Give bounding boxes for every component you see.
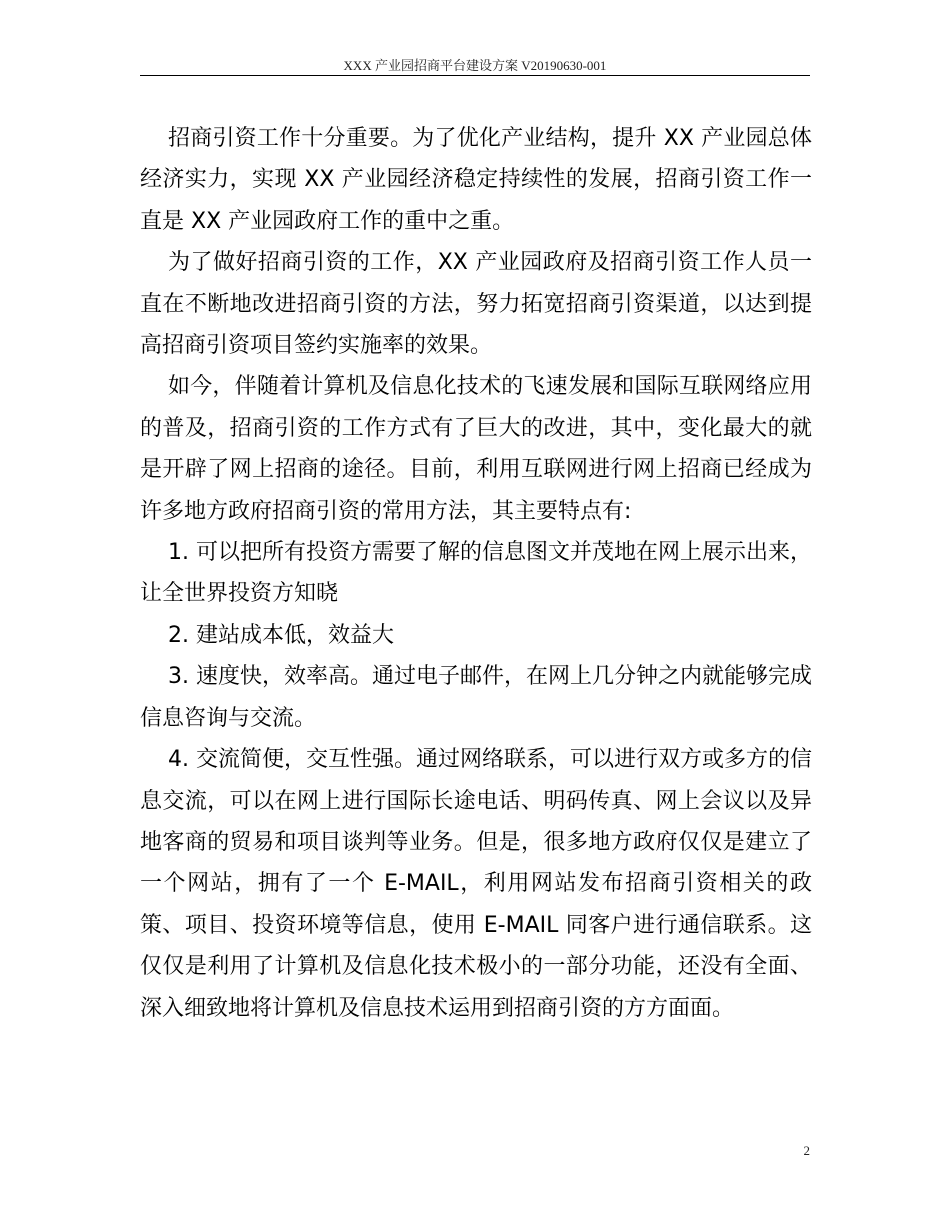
list-item-feature-3: 3. 速度快，效率高。通过电子邮件，在网上几分钟之内就能够完成信息咨询与交流。: [140, 664, 812, 731]
header-divider: [140, 75, 810, 76]
page-number: 2: [803, 1143, 810, 1158]
list-item-feature-1: 1. 可以把所有投资方需要了解的信息图文并茂地在网上展示出来，让全世界投资方知晓: [140, 540, 812, 607]
paragraph-online-investment: 如今，伴随着计算机及信息化技术的飞速发展和国际互联网络应用的普及，招商引资的工作方式有了巨大的改进，其中，变化最大的就是开辟了网上招商的途径。目前，利用互联网进行网上招商已经成为许多地方政府招商引资的常用方法，其主要特点有:: [140, 374, 812, 524]
paragraph-intro: 招商引资工作十分重要。为了优化产业结构，提升 XX 产业园总体经济实力，实现 XX 产业园经济稳定持续性的发展，招商引资工作一直是 XX 产业园政府工作的重中之重。: [140, 126, 812, 234]
body-text: [140, 118, 812, 1029]
list-item-feature-4: 4. 交流简便，交互性强。通过网络联系，可以进行双方或多方的信息交流，可以在网上进行国际长途电话、明码传真、网上会议以及异地客商的贸易和项目谈判等业务。但是，很多地方政府仅仅是建立了一个网站，拥有了一个 E-MAIL，利用网站发布招商引资相关的政策、项目、投资环境等信息，使用 E-MAIL 同客户进行通信联系。这仅仅是利用了计算机及信息化技术极小的一部分功能，还没有全面、深入细致地将计算机及信息技术运用到招商引资的方方面面。: [140, 747, 812, 1021]
paragraph-efforts: 为了做好招商引资的工作，XX 产业园政府及招商引资工作人员一直在不断地改进招商引资的方法，努力拓宽招商引资渠道，以达到提高招商引资项目签约实施率的效果。: [140, 250, 812, 359]
list-item-feature-2: 2. 建站成本低，效益大: [168, 622, 394, 648]
page-header-title: XXX 产业园招商平台建设方案 V20190630-001: [343, 58, 607, 73]
